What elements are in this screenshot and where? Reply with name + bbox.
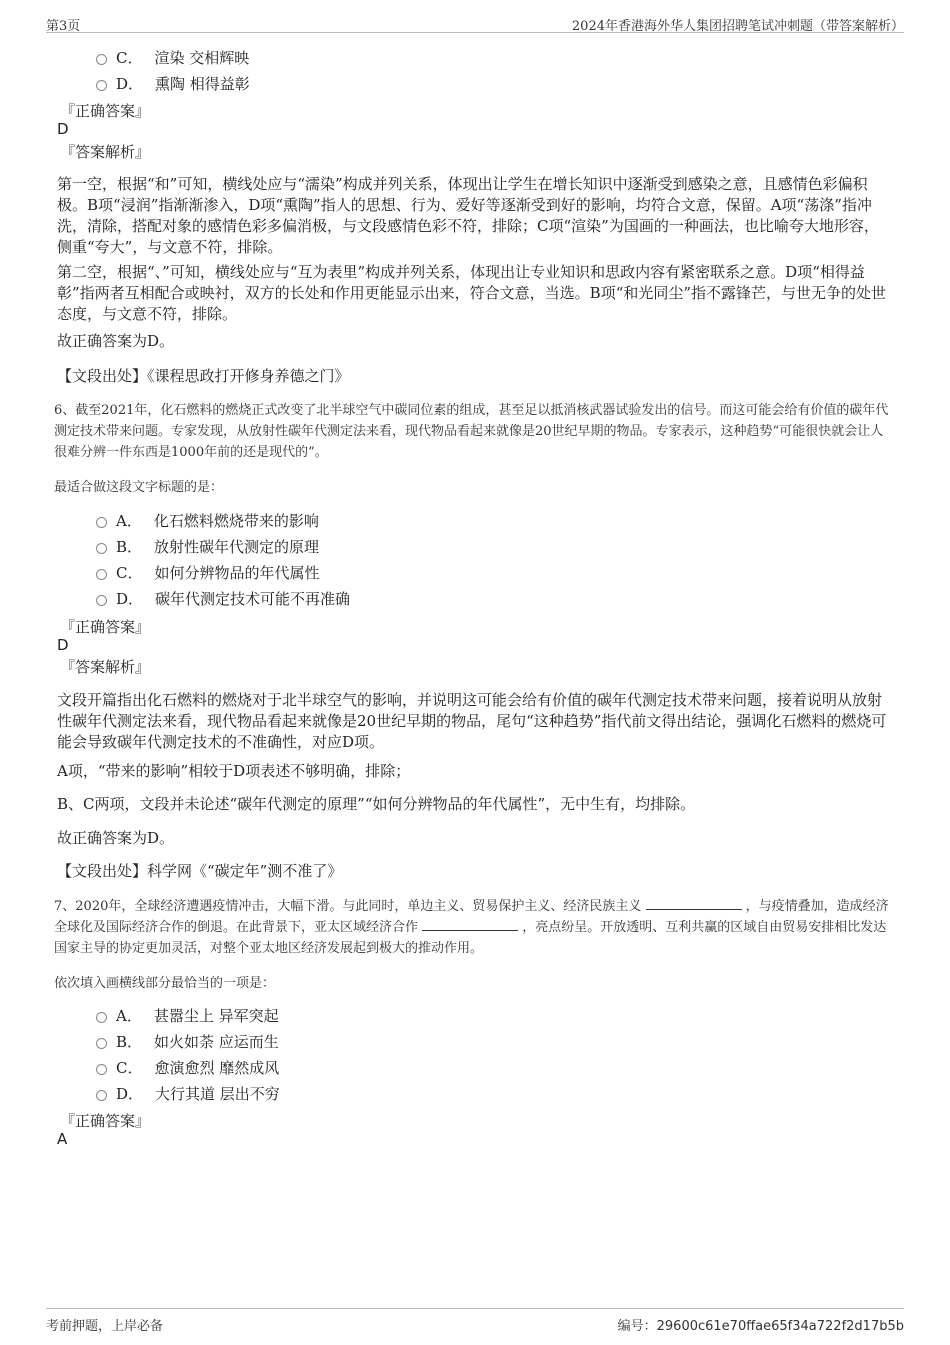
page-header	[46, 12, 904, 33]
analysis-conclusion: 故正确答案为D。	[57, 829, 175, 847]
source-citation: 【文段出处】科学网《“碳定年”测不准了》	[57, 862, 343, 880]
answer-label: 『正确答案』	[60, 1112, 151, 1130]
answer-label: 『正确答案』	[60, 102, 151, 120]
question-prompt: 依次填入画横线部分最恰当的一项是：	[54, 976, 276, 991]
option-c[interactable]: C． 愈演愈烈 靡然成风	[96, 1057, 279, 1078]
answer-label: 『正确答案』	[60, 618, 151, 636]
source-citation: 【文段出处】《课程思政打开修身养德之门》	[57, 367, 350, 385]
option-c[interactable]: C． 渲染 交相辉映	[96, 47, 249, 68]
page-footer	[46, 1308, 904, 1339]
document-code: 编号：29600c61e70ffae65f34a722f2d17b5b	[617, 1319, 904, 1334]
correct-answer: A	[57, 1130, 68, 1148]
analysis-paragraph: B、C两项，文段并未论述“碳年代测定的原理”“如何分辨物品的年代属性”，无中生有，均排除。	[57, 795, 696, 813]
radio-icon[interactable]	[96, 517, 107, 528]
radio-icon[interactable]	[96, 80, 107, 91]
radio-icon[interactable]	[96, 543, 107, 554]
radio-icon[interactable]	[96, 569, 107, 580]
analysis-paragraph: 第一空，根据“和”可知，横线处应与“濡染”构成并列关系，体现出让学生在增长知识中逐渐受到感染之意，且感情色彩偏积极。B项“浸润”指渐渐渗入，D项“熏陶”指人的思想、行为、爱好等逐渐受到好的影响，均符合文意，保留。A项“荡涤”指冲洗，清除，搭配对象的感情色彩多偏消极，与文段感情色彩不符，排除；C项“渲染”为国画的一种画法，也比喻夸大地形容，侧重“夸大”，与文意不符，排除。	[57, 175, 879, 256]
option-a[interactable]: A． 甚嚣尘上 异军突起	[96, 1005, 279, 1026]
radio-icon[interactable]	[96, 1064, 107, 1075]
option-d[interactable]: D． 碳年代测定技术可能不再准确	[96, 588, 350, 609]
radio-icon[interactable]	[96, 1038, 107, 1049]
option-d[interactable]: D． 熏陶 相得益彰	[96, 73, 250, 94]
page-number: 第3页	[46, 19, 81, 34]
option-b[interactable]: B． 如火如荼 应运而生	[96, 1031, 279, 1052]
correct-answer: D	[57, 636, 69, 654]
analysis-paragraph: 第二空，根据“、”可知，横线处应与“互为表里”构成并列关系，体现出让专业知识和思政内容有紧密联系之意。D项“相得益彰”指两者互相配合或映衬，双方的长处和作用更能显示出来，符合文意，当选。B项“和光同尘”指不露锋芒，与世无争的处世态度，与文意不符，排除。	[57, 263, 887, 323]
analysis-label: 『答案解析』	[60, 143, 151, 161]
question-prompt: 最适合做这段文字标题的是：	[54, 480, 224, 495]
fill-blank	[646, 896, 742, 910]
question-text: 7、2020年，全球经济遭遇疫情冲击，大幅下滑。与此同时，单边主义、贸易保护主义、经济民族主义 ，与疫情叠加，造成经济全球化及国际经济合作的倒退。在此背景下，亚太区域经济合作 ，亮点纷呈。开放透明、互利共赢的区域自由贸易安排相比发达国家主导的协定更加灵活，对整个亚太地区经济发展起到极大的推动作用。	[54, 896, 896, 959]
correct-answer: D	[57, 120, 69, 138]
fill-blank	[422, 917, 518, 931]
analysis-label: 『答案解析』	[60, 658, 151, 676]
footer-slogan: 考前押题，上岸必备	[46, 1319, 164, 1334]
option-a[interactable]: A． 化石燃料燃烧带来的影响	[96, 510, 319, 531]
analysis-paragraph: 文段开篇指出化石燃料的燃烧对于北半球空气的影响，并说明这可能会给有价值的碳年代测定技术带来问题，接着说明从放射性碳年代测定法来看，现代物品看起来就像是20世纪早期的物品，尾句“这种趋势”指代前文得出结论，强调化石燃料的燃烧可能会导致碳年代测定技术的不准确性，对应D项。	[57, 691, 887, 751]
radio-icon[interactable]	[96, 1090, 107, 1101]
analysis-paragraph: A项，“带来的影响”相较于D项表述不够明确，排除；	[57, 762, 411, 780]
analysis-conclusion: 故正确答案为D。	[57, 332, 175, 350]
question-text: 6、截至2021年，化石燃料的燃烧正式改变了北半球空气中碳同位素的组成，甚至足以抵消核武器试验发出的信号。而这可能会给有价值的碳年代测定技术带来问题。专家发现，从放射性碳年代测定法来看，现代物品看起来就像是20世纪早期的物品。专家表示，这种趋势“可能很快就会让人很难分辨一件东西是1000年前的还是现代的”。	[54, 403, 889, 460]
option-d[interactable]: D． 大行其道 层出不穷	[96, 1083, 280, 1104]
radio-icon[interactable]	[96, 595, 107, 606]
option-c[interactable]: C． 如何分辨物品的年代属性	[96, 562, 320, 583]
document-title: 2024年香港海外华人集团招聘笔试冲刺题（带答案解析）	[571, 19, 904, 34]
option-b[interactable]: B． 放射性碳年代测定的原理	[96, 536, 319, 557]
radio-icon[interactable]	[96, 54, 107, 65]
radio-icon[interactable]	[96, 1012, 107, 1023]
